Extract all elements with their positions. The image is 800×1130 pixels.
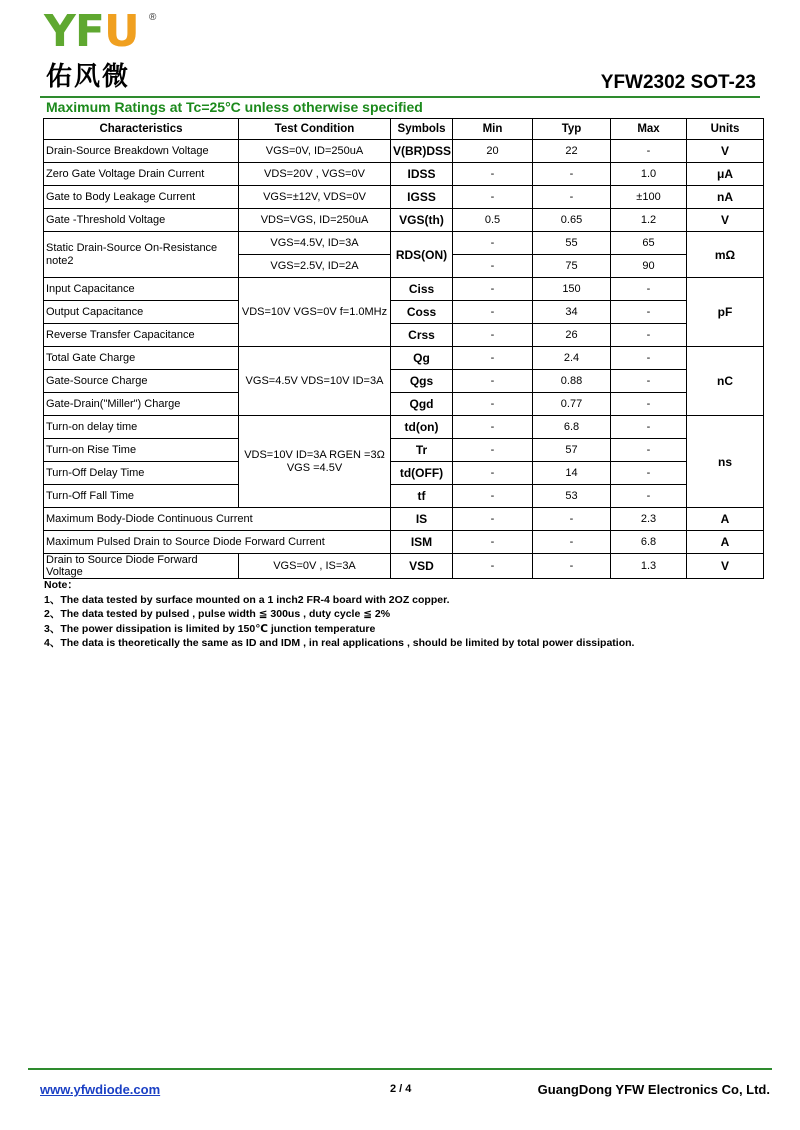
table-row [44,462,764,485]
condition-cell: VGS=0V, ID=250uA [239,140,391,163]
min-cell: - [453,163,533,186]
characteristic-cell: Gate to Body Leakage Current [44,186,239,209]
table-row [44,163,764,186]
unit-cell: nA [687,186,764,209]
symbol-cell: Ciss [391,278,453,301]
condition-cell: VGS=0V , IS=3A [239,554,391,579]
max-cell: - [611,301,687,324]
characteristic-cell: Input Capacitance [44,278,239,301]
table-row [44,301,764,324]
condition-cell: VDS=20V , VGS=0V [239,163,391,186]
unit-cell: A [687,508,764,531]
max-cell: - [611,439,687,462]
unit-cell: V [687,554,764,579]
characteristic-cell: Drain to Source Diode Forward Voltage [44,554,239,579]
table-row [44,347,764,370]
characteristic-cell: Static Drain-Source On-Resistance note2 [44,232,239,278]
unit-cell: V [687,140,764,163]
logo-chinese-name: 佑风微 [46,62,131,92]
min-cell: - [453,462,533,485]
table-header-row [44,119,764,140]
typ-cell: 53 [533,485,611,508]
condition-cell: VGS=4.5V, ID=3A [239,232,391,255]
table-row [44,439,764,462]
symbol-cell: V(BR)DSS [391,140,453,163]
note-item: 4、The data is theoretically the same as ID and IDM , in real applications , should be limited by total power dissipation. [44,637,635,649]
symbol-cell: RDS(ON) [391,232,453,278]
company-logo [44,6,164,94]
max-cell: - [611,393,687,416]
table-row [44,508,764,531]
min-cell: - [453,232,533,255]
typ-cell: 0.77 [533,393,611,416]
header-min: Min [453,119,533,140]
typ-cell: 57 [533,439,611,462]
notes-title: Note： [44,579,78,591]
max-cell: 1.2 [611,209,687,232]
unit-cell: nC [687,347,764,416]
min-cell: - [453,416,533,439]
characteristic-cell: Zero Gate Voltage Drain Current [44,163,239,186]
header-divider [40,96,760,98]
header-units: Units [687,119,764,140]
note-item: 2、The data tested by pulsed , pulse width ≦ 300us , duty cycle ≦ 2% [44,608,391,620]
characteristic-cell: Turn-on Rise Time [44,439,239,462]
max-cell: - [611,347,687,370]
characteristic-cell: Gate-Source Charge [44,370,239,393]
min-cell: - [453,508,533,531]
typ-cell: 34 [533,301,611,324]
page-number: 2 / 4 [390,1083,412,1095]
min-cell: - [453,531,533,554]
typ-cell: 26 [533,324,611,347]
header-max: Max [611,119,687,140]
symbol-cell: Tr [391,439,453,462]
characteristic-cell: Gate -Threshold Voltage [44,209,239,232]
table-row [44,416,764,439]
symbol-cell: Qgs [391,370,453,393]
part-title: YFW2302 SOT-23 [600,72,756,93]
unit-cell: A [687,531,764,554]
min-cell: - [453,301,533,324]
note-item: 3、The power dissipation is limited by 150℃ junction temperature [44,622,376,635]
min-cell: - [453,186,533,209]
max-cell: 6.8 [611,531,687,554]
symbol-cell: VGS(th) [391,209,453,232]
unit-cell: pF [687,278,764,347]
symbol-cell: ISM [391,531,453,554]
table-row [44,554,764,579]
characteristic-cell: Turn-Off Fall Time [44,485,239,508]
typ-cell: - [533,508,611,531]
symbol-cell: Coss [391,301,453,324]
table-row [44,485,764,508]
note-item: 1、The data tested by surface mounted on a 1 inch2 FR-4 board with 2OZ copper. [44,593,450,606]
max-cell: - [611,462,687,485]
typ-cell: - [533,554,611,579]
table-row [44,209,764,232]
footer-divider [28,1068,772,1070]
table-row [44,370,764,393]
symbol-cell: Crss [391,324,453,347]
condition-cell: VDS=10V ID=3A RGEN =3Ω VGS =4.5V [239,416,391,508]
characteristic-cell: Drain-Source Breakdown Voltage [44,140,239,163]
characteristic-cell: Reverse Transfer Capacitance [44,324,239,347]
symbol-cell: IS [391,508,453,531]
table-row [44,393,764,416]
symbol-cell: td(OFF) [391,462,453,485]
characteristic-cell: Maximum Body-Diode Continuous Current [44,508,391,531]
characteristic-cell: Total Gate Charge [44,347,239,370]
max-cell: 65 [611,232,687,255]
website-link[interactable]: www.yfwdiode.com [40,1082,161,1097]
condition-cell: VDS=10V VGS=0V f=1.0MHz [239,278,391,347]
min-cell: - [453,255,533,278]
typ-cell: 22 [533,140,611,163]
table-row [44,186,764,209]
min-cell: - [453,485,533,508]
header-characteristics: Characteristics [44,119,239,140]
logo-letter-u: U [103,6,139,57]
characteristic-cell: Maximum Pulsed Drain to Source Diode Forward Current [44,531,391,554]
header-test-condition: Test Condition [239,119,391,140]
unit-cell: ns [687,416,764,508]
min-cell: - [453,439,533,462]
typ-cell: - [533,531,611,554]
table-row [44,278,764,301]
typ-cell: - [533,163,611,186]
min-cell: 20 [453,140,533,163]
symbol-cell: Qg [391,347,453,370]
unit-cell: mΩ [687,232,764,278]
max-cell: - [611,485,687,508]
typ-cell: 75 [533,255,611,278]
max-cell: 90 [611,255,687,278]
ratings-table [43,118,764,579]
table-row [44,324,764,347]
condition-cell: VDS=VGS, ID=250uA [239,209,391,232]
typ-cell: 0.65 [533,209,611,232]
typ-cell: 6.8 [533,416,611,439]
max-cell: - [611,324,687,347]
characteristic-cell: Turn-on delay time [44,416,239,439]
symbol-cell: IDSS [391,163,453,186]
max-cell: ±100 [611,186,687,209]
max-cell: - [611,278,687,301]
max-cell: - [611,416,687,439]
max-cell: - [611,370,687,393]
logo-letter-f: F [74,6,104,57]
unit-cell: μA [687,163,764,186]
characteristic-cell: Turn-Off Delay Time [44,462,239,485]
max-cell: 2.3 [611,508,687,531]
typ-cell: 55 [533,232,611,255]
company-name: GuangDong YFW Electronics Co, Ltd. [537,1082,770,1097]
table-row [44,232,764,255]
unit-cell: V [687,209,764,232]
header-symbols: Symbols [391,119,453,140]
typ-cell: - [533,186,611,209]
min-cell: - [453,393,533,416]
table-row [44,531,764,554]
symbol-cell: VSD [391,554,453,579]
min-cell: - [453,554,533,579]
notes-block [44,578,634,651]
logo-letter-y: Y [44,6,75,57]
typ-cell: 14 [533,462,611,485]
logo-wordmark [44,6,139,57]
condition-cell: VGS=2.5V, ID=2A [239,255,391,278]
min-cell: - [453,324,533,347]
typ-cell: 0.88 [533,370,611,393]
typ-cell: 2.4 [533,347,611,370]
table-row [44,140,764,163]
header-typ: Typ [533,119,611,140]
characteristic-cell: Output Capacitance [44,301,239,324]
max-cell: 1.3 [611,554,687,579]
max-cell: 1.0 [611,163,687,186]
min-cell: - [453,370,533,393]
symbol-cell: Qgd [391,393,453,416]
condition-cell: VGS=±12V, VDS=0V [239,186,391,209]
max-cell: - [611,140,687,163]
characteristic-cell: Gate-Drain("Miller") Charge [44,393,239,416]
min-cell: 0.5 [453,209,533,232]
typ-cell: 150 [533,278,611,301]
symbol-cell: td(on) [391,416,453,439]
min-cell: - [453,347,533,370]
min-cell: - [453,278,533,301]
symbol-cell: IGSS [391,186,453,209]
symbol-cell: tf [391,485,453,508]
condition-cell: VGS=4.5V VDS=10V ID=3A [239,347,391,416]
section-title: Maximum Ratings at Tc=25°C unless otherwise specified [46,99,423,115]
registered-mark: ® [149,12,157,23]
